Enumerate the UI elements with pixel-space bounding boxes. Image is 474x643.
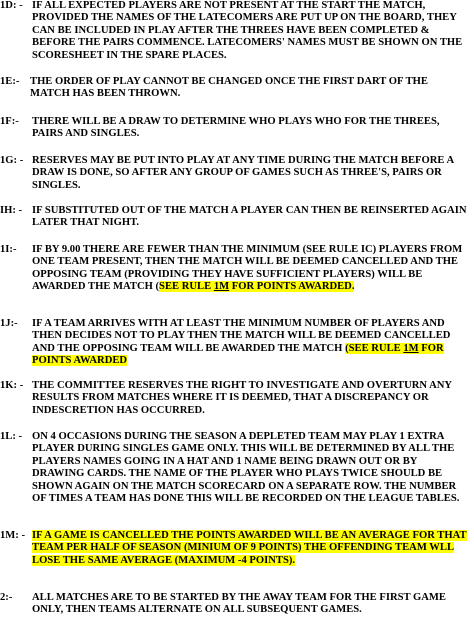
rule-label: 1L: - bbox=[0, 431, 23, 442]
rule-label: 1E:- bbox=[0, 76, 20, 87]
rule-label: 1D: - bbox=[0, 0, 23, 11]
highlighted-rule-text: IF A GAME IS CANCELLED THE POINTS AWARDED WILL BE AN AVERAGE FOR THAT TEAM PER HALF OF SEASON (MINIUM OF 9 POINTS) THE OFFENDING TEAM WLL LOSE THE SAME AVERAGE (MAXIMUM -4 POINTS). bbox=[32, 530, 467, 566]
rule-label: 1K: - bbox=[0, 380, 24, 391]
rule-text: ON 4 OCCASIONS DURING THE SEASON A DEPLETED TEAM MAY PLAY 1 EXTRA PLAYER DURING SINGLES GAME ONLY. THIS WILL BE DETERMINED BY ALL THE PLAYERS NAMES GOING IN A HAT AND 1 NAME BEING DRAWN OUT OR BY DRAWING CARDS. THE NAME OF THE PLAYER WHO PLAYS TWICE SHOULD BE SHOWN AGAIN ON THE MATCH SCORECARD ON A SEPARATE ROW. THE NUMBER OF TIMES A TEAM HAS DONE THIS WILL BE RECORDED ON THE LEAGUE TABLES. bbox=[32, 431, 460, 505]
rule-text: ALL MATCHES ARE TO BE STARTED BY THE AWAY TEAM FOR THE FIRST GAME ONLY, THEN TEAMS ALTERNATE ON ALL SUBSEQUENT GAMES. bbox=[32, 592, 446, 616]
rule-label: 1I:- bbox=[0, 244, 17, 255]
rule-text bbox=[32, 244, 470, 294]
rule-link-1m[interactable]: 1M bbox=[403, 342, 419, 354]
highlighted-reference: (SEE RULE 1M FOR POINTS AWARDED bbox=[32, 342, 444, 367]
rule-link-1m[interactable]: 1M bbox=[213, 281, 230, 293]
rule-text bbox=[32, 530, 470, 567]
rule-label: 1F:- bbox=[0, 116, 19, 127]
rule-text: THE ORDER OF PLAY CANNOT BE CHANGED ONCE THE FIRST DART OF THE MATCH HAS BEEN THROWN. bbox=[30, 76, 428, 100]
rule-label: IH: - bbox=[0, 205, 23, 216]
rule-text: THE COMMITTEE RESERVES THE RIGHT TO INVESTIGATE AND OVERTURN ANY RESULTS FROM MATCHES WHERE IT IS DEEMED, THAT A DISCREPANCY OR INDESCRETION HAS OCCURRED. bbox=[32, 380, 452, 416]
rule-label: 2:- bbox=[0, 592, 13, 603]
highlighted-reference: SEE RULE 1M FOR POINTS AWARDED. bbox=[159, 281, 355, 293]
rule-label: 1G: - bbox=[0, 155, 24, 166]
rule-label: 1M: - bbox=[0, 530, 25, 541]
rule-text: RESERVES MAY BE PUT INTO PLAY AT ANY TIME DURING THE MATCH BEFORE A DRAW IS DONE, SO AFTER ANY GROUP OF GAMES SUCH AS THREE'S, PAIRS OR SINGLES. bbox=[32, 155, 454, 191]
rule-label: 1J:- bbox=[0, 318, 18, 329]
rule-text bbox=[32, 318, 470, 368]
rule-text: IF ALL EXPECTED PLAYERS ARE NOT PRESENT AT THE START THE MATCH, PROVIDED THE NAMES OF THE LATECOMERS ARE PUT UP ON THE BOARD, THEY CAN BE INCLUDED IN PLAY AFTER THE THREES HAVE BEEN COMPLETED & BEFORE THE PAIRS COMMENCE. LATECOMERS' NAMES MUST BE SHOWN ON THE SCORESHEET IN THE SPARE PLACES. bbox=[32, 0, 463, 61]
rule-text-body: IF BY 9.00 THERE ARE FEWER THAN THE MINIMUM (SEE RULE IC) PLAYERS FROM ONE TEAM PRESENT, THEN THE MATCH WILL BE DEEMED CANCELLED AND THE OPPOSING TEAM (PROVIDING THEY HAVE SUFFICIENT PLAYERS) WILL BE AWARDED THE MATCH ( bbox=[32, 244, 463, 293]
rule-text: THERE WILL BE A DRAW TO DETERMINE WHO PLAYS WHO FOR THE THREES, PAIRS AND SINGLES. bbox=[32, 116, 440, 140]
rule-text: IF SUBSTITUTED OUT OF THE MATCH A PLAYER CAN THEN BE REINSERTED AGAIN LATER THAT NIGHT. bbox=[32, 205, 467, 229]
rule-text-body: IF A TEAM ARRIVES WITH AT LEAST THE MINIMUM NUMBER OF PLAYERS AND THEN DECIDES NOT TO PLAY THEN THE MATCH WILL BE DEEMED CANCELLED AND THE OPPOSING TEAM WILL BE AWARDED THE MATCH bbox=[32, 318, 451, 354]
